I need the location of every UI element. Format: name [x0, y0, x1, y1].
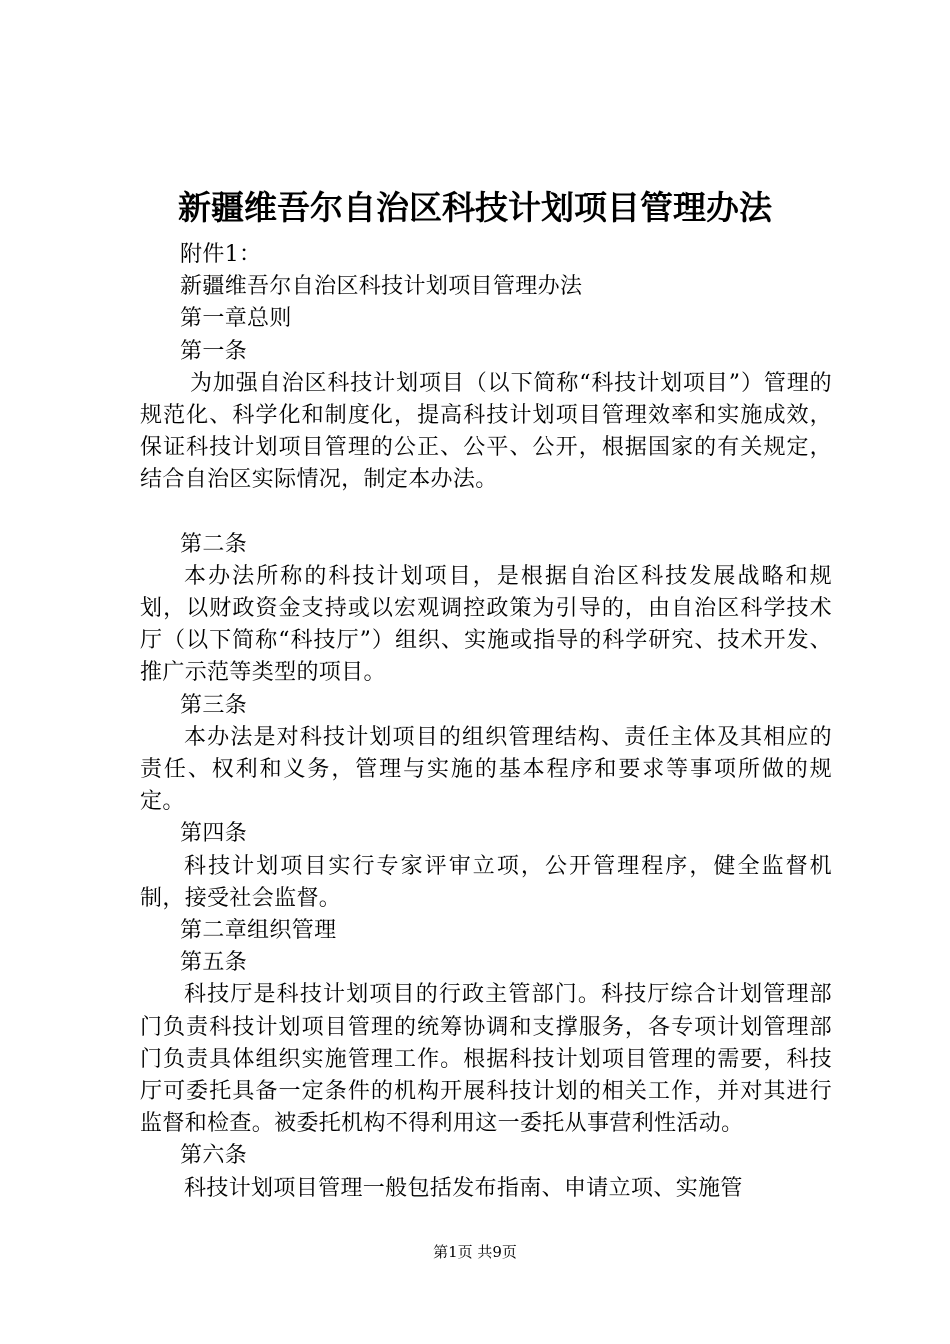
document-body	[140, 239, 832, 1205]
chapter-heading-1: 第一章总则	[180, 306, 292, 332]
article-heading-5: 第五条	[180, 950, 248, 976]
document-subtitle: 新疆维吾尔自治区科技计划项目管理办法	[180, 274, 583, 300]
article-heading-6: 第六条	[180, 1143, 248, 1169]
chapter-heading-2: 第二章组织管理	[180, 918, 337, 944]
article-heading-1: 第一条	[180, 338, 248, 364]
article-text-6: 科技计划项目管理一般包括发布指南、申请立项、实施管	[184, 1175, 743, 1201]
article-text-3: 本办法是对科技计划项目的组织管理结构、责任主体及其相应的责任、权利和义务，管理与实施的基本程序和要求等事项所做的规定。	[140, 724, 832, 815]
article-text-5: 科技厅是科技计划项目的行政主管部门。科技厅综合计划管理部门负责科技计划项目管理的统筹协调和支撑服务，各专项计划管理部门负责具体组织实施管理工作。根据科技计划项目管理的需要，科技厅可委托具备一定条件的机构开展科技计划的相关工作，并对其进行监督和检查。被委托机构不得利用这一委托从事营利性活动。	[140, 982, 832, 1137]
paragraph-gap	[140, 497, 832, 529]
article-text-1: 为加强自治区科技计划项目（以下简称“科技计划项目”）管理的规范化、科学化和制度化，提高科技计划项目管理效率和实施成效，保证科技计划项目管理的公正、公平、公开，根据国家的有关规定，结合自治区实际情况，制定本办法。	[140, 370, 832, 493]
article-heading-4: 第四条	[180, 821, 248, 847]
attachment-label: 附件1：	[180, 242, 262, 267]
page-footer: 第1页 共9页	[433, 1243, 517, 1261]
article-text-4: 科技计划项目实行专家评审立项，公开管理程序，健全监督机制，接受社会监督。	[140, 853, 832, 911]
document-title: 新疆维吾尔自治区科技计划项目管理办法	[178, 188, 772, 227]
article-text-2: 本办法所称的科技计划项目，是根据自治区科技发展战略和规划，以财政资金支持或以宏观调控政策为引导的，由自治区科学技术厅（以下简称“科技厅”）组织、实施或指导的科学研究、技术开发、推广示范等类型的项目。	[140, 563, 832, 686]
article-heading-3: 第三条	[180, 692, 248, 718]
article-heading-2: 第二条	[180, 531, 248, 557]
